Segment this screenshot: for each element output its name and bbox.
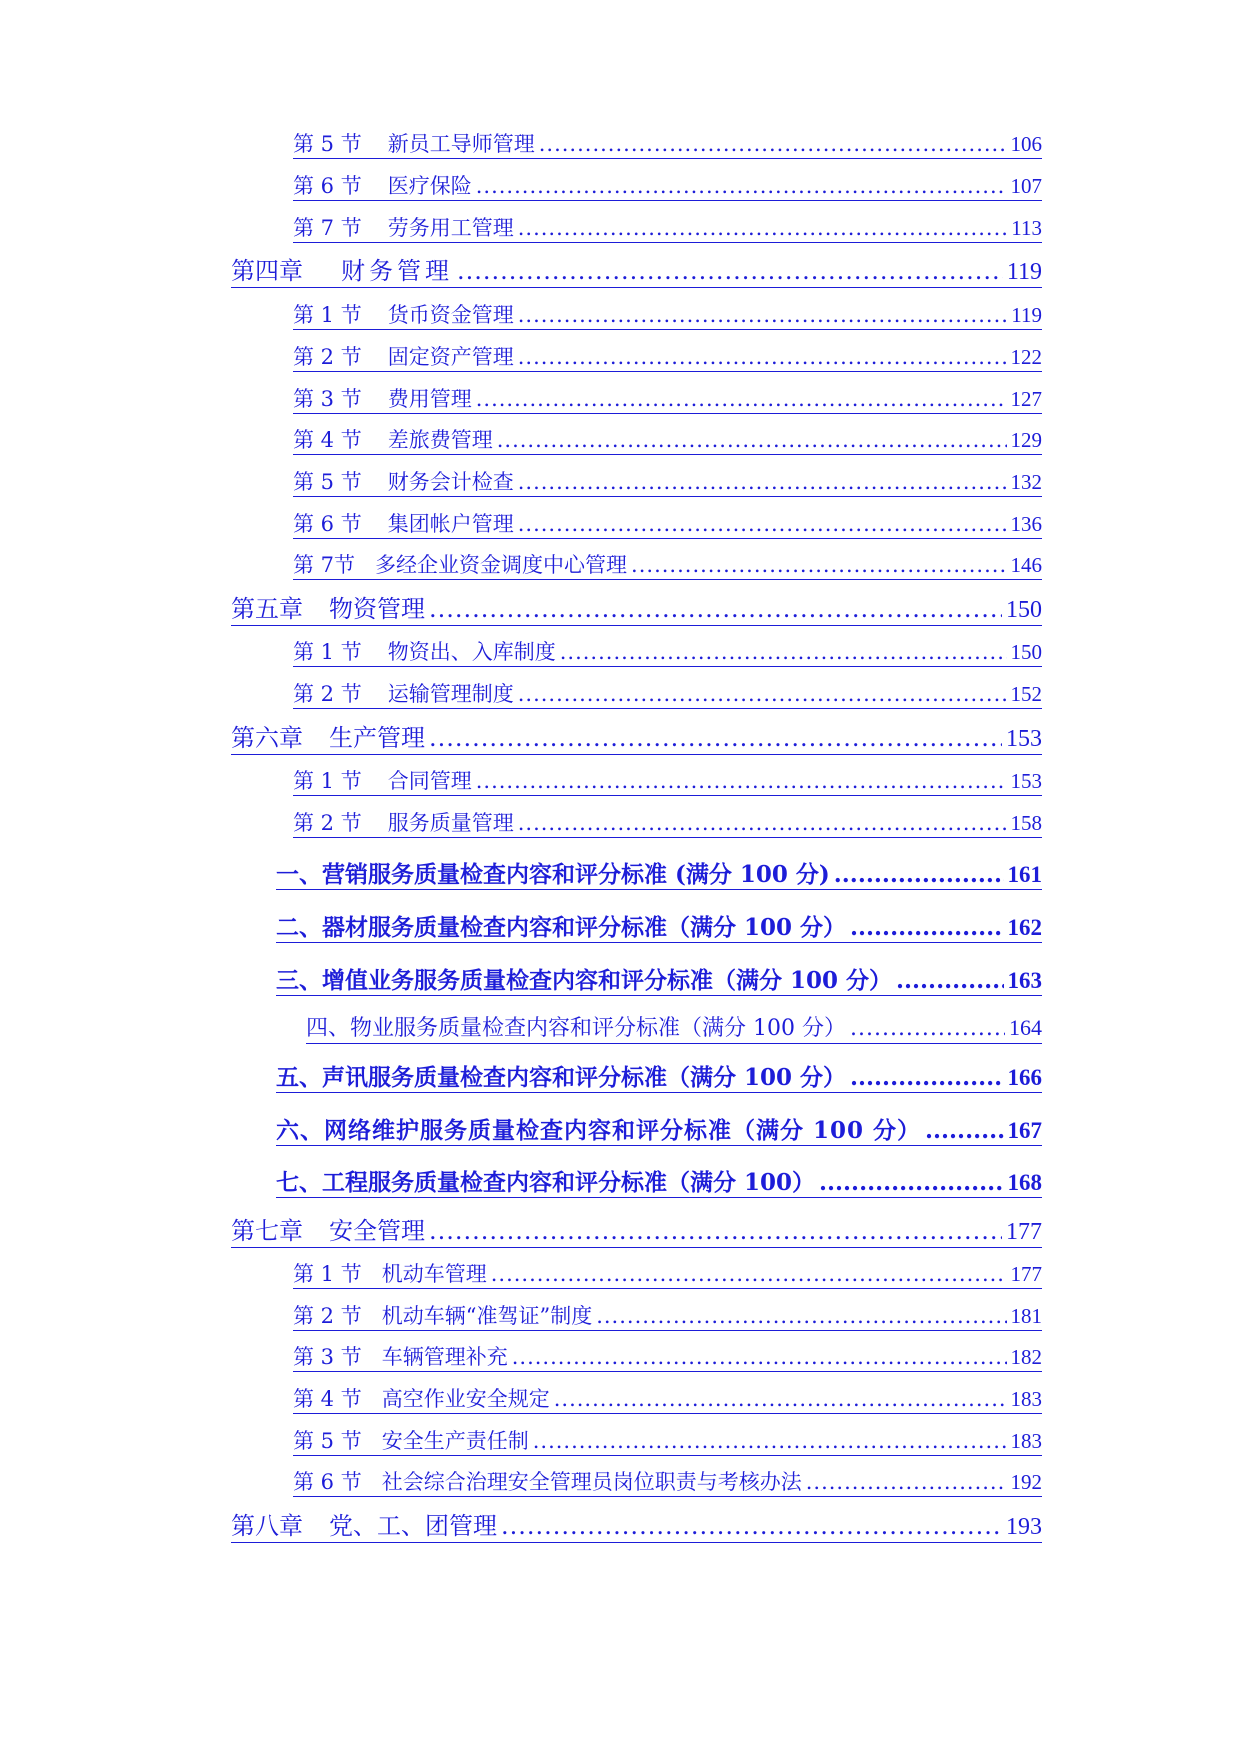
toc-entry-number: 第 4 节 xyxy=(293,428,362,452)
toc-entry-section[interactable] xyxy=(293,514,1042,539)
toc-entry-title: 生产管理 xyxy=(329,724,425,752)
toc-entry-page: 106 xyxy=(1010,132,1042,156)
toc-entry-subsection[interactable] xyxy=(276,1119,1042,1146)
toc-entry-page: 113 xyxy=(1011,216,1042,240)
toc-dot-leader xyxy=(512,1347,1007,1368)
toc-entry-title: 三、增值业务服务质量检查内容和评分标准（满分 100 分） xyxy=(276,967,893,994)
toc-entry-title: 物资管理 xyxy=(329,595,425,623)
toc-entry-number: 第 6 节 xyxy=(293,1470,362,1494)
toc-entry-page: 177 xyxy=(1006,1219,1042,1245)
toc-dot-leader xyxy=(476,389,1007,410)
toc-dot-leader xyxy=(631,555,1006,576)
toc-entry-section[interactable] xyxy=(293,813,1042,838)
toc-entry-number: 第 2 节 xyxy=(293,345,362,369)
toc-entry-section[interactable] xyxy=(293,472,1042,497)
toc-entry-section[interactable] xyxy=(293,1472,1042,1497)
toc-entry-title: 合同管理 xyxy=(387,769,472,793)
toc-entry-title: 一、营销服务质量检查内容和评分标准 (满分 100 分) xyxy=(276,861,830,888)
toc-entry-section[interactable] xyxy=(293,176,1042,201)
toc-dot-leader xyxy=(518,347,1007,368)
toc-dot-leader xyxy=(429,726,1002,750)
toc-entry-page: 107 xyxy=(1010,174,1042,198)
toc-entry-page: 153 xyxy=(1006,726,1042,752)
toc-entry-section[interactable] xyxy=(293,642,1042,667)
toc-dot-leader xyxy=(850,916,1003,939)
toc-entry-title: 车辆管理补充 xyxy=(381,1345,508,1369)
toc-dot-leader xyxy=(850,1066,1003,1089)
toc-entry-page: 150 xyxy=(1006,597,1042,623)
toc-entry-number: 第 7 节 xyxy=(293,216,362,240)
toc-entry-subsection[interactable] xyxy=(276,969,1042,996)
toc-entry-number: 第 6 节 xyxy=(293,512,362,536)
toc-entry-number: 第 5 节 xyxy=(293,1429,362,1453)
toc-entry-page: 136 xyxy=(1010,512,1042,536)
toc-entry-page: 168 xyxy=(1007,1170,1042,1195)
toc-entry-number: 第 5 节 xyxy=(293,132,362,156)
toc-entry-title: 财务管理 xyxy=(341,257,453,285)
toc-entry-title: 安全管理 xyxy=(329,1217,425,1245)
toc-entry-number: 第 6 节 xyxy=(293,174,362,198)
toc-dot-leader xyxy=(518,514,1007,535)
toc-entry-number: 第六章 xyxy=(231,724,303,752)
toc-entry-section[interactable] xyxy=(293,1306,1042,1331)
toc-entry-title: 费用管理 xyxy=(387,387,472,411)
toc-entry-number: 第 3 节 xyxy=(293,1345,362,1369)
toc-entry-number: 第 1 节 xyxy=(293,303,362,327)
toc-entry-section[interactable] xyxy=(293,430,1042,455)
toc-entry-number: 第 3 节 xyxy=(293,387,362,411)
toc-entry-page: 119 xyxy=(1006,259,1042,285)
toc-entry-title: 高空作业安全规定 xyxy=(381,1387,550,1411)
toc-entry-title: 运输管理制度 xyxy=(387,682,514,706)
toc-entry-section[interactable] xyxy=(293,555,1042,580)
toc-entry-title: 社会综合治理安全管理员岗位职责与考核办法 xyxy=(381,1470,802,1494)
toc-entry-page: 183 xyxy=(1010,1429,1042,1453)
toc-entry-page: 127 xyxy=(1010,387,1042,411)
toc-entry-title: 二、器材服务质量检查内容和评分标准（满分 100 分） xyxy=(276,914,847,941)
toc-entry-title: 差旅费管理 xyxy=(387,428,493,452)
toc-dot-leader xyxy=(806,1472,1007,1493)
toc-entry-chapter[interactable] xyxy=(231,1514,1042,1543)
toc-dot-leader xyxy=(476,771,1007,792)
toc-entry-title: 五、声讯服务质量检查内容和评分标准（满分 100 分） xyxy=(276,1064,847,1091)
toc-entry-title: 物资出、入库制度 xyxy=(387,640,556,664)
toc-entry-page: 158 xyxy=(1010,811,1042,835)
toc-entry-title: 财务会计检查 xyxy=(387,470,514,494)
toc-entry-title: 新员工导师管理 xyxy=(387,132,535,156)
toc-dot-leader xyxy=(429,597,1002,621)
toc-entry-title: 党、工、团管理 xyxy=(329,1512,497,1540)
toc-entry-number: 第 1 节 xyxy=(293,640,362,664)
toc-dot-leader xyxy=(819,1171,1003,1194)
toc-dot-leader xyxy=(491,1264,1007,1285)
toc-entry-section[interactable] xyxy=(293,389,1042,414)
toc-entry-number: 第 2 节 xyxy=(293,1304,362,1328)
toc-entry-page: 152 xyxy=(1010,682,1042,706)
toc-entry-number: 第 2 节 xyxy=(293,811,362,835)
toc-entry-number: 第 5 节 xyxy=(293,470,362,494)
toc-entry-page: 129 xyxy=(1010,428,1042,452)
toc-entry-page: 193 xyxy=(1006,1514,1042,1540)
toc-entry-section[interactable] xyxy=(293,134,1042,159)
toc-entry-page: 164 xyxy=(1009,1015,1042,1040)
toc-dot-leader xyxy=(539,134,1007,155)
toc-entry-page: 182 xyxy=(1010,1345,1042,1369)
toc-dot-leader xyxy=(501,1514,1002,1538)
toc-entry-title: 机动车辆“准驾证”制度 xyxy=(381,1304,593,1328)
toc-entry-page: 177 xyxy=(1010,1262,1042,1286)
toc-entry-section[interactable] xyxy=(293,1431,1042,1456)
toc-entry-title: 六、网络维护服务质量检查内容和评分标准（满分 100 分） xyxy=(276,1117,922,1144)
toc-entry-chapter[interactable] xyxy=(231,726,1042,755)
toc-dot-leader xyxy=(497,430,1007,451)
toc-dot-leader xyxy=(457,259,1003,283)
toc-entry-page: 166 xyxy=(1007,1065,1042,1090)
toc-entry-number: 第 4 节 xyxy=(293,1387,362,1411)
toc-entry-number: 第四章 xyxy=(231,257,303,285)
toc-entry-section[interactable] xyxy=(293,347,1042,372)
toc-entry-number: 第五章 xyxy=(231,595,303,623)
toc-entry-page: 163 xyxy=(1007,968,1042,993)
toc-entry-chapter[interactable] xyxy=(231,597,1042,626)
toc-entry-title: 劳务用工管理 xyxy=(387,216,514,240)
toc-entry-section[interactable] xyxy=(293,1264,1042,1289)
toc-entry-number: 第七章 xyxy=(231,1217,303,1245)
toc-entry-title: 七、工程服务质量检查内容和评分标准（满分 100） xyxy=(276,1169,816,1196)
toc-entry-chapter[interactable] xyxy=(231,1219,1042,1248)
toc-entry-number: 第八章 xyxy=(231,1512,303,1540)
toc-entry-subsection[interactable] xyxy=(276,1066,1042,1093)
toc-entry-title: 安全生产责任制 xyxy=(381,1429,529,1453)
toc-entry-section[interactable] xyxy=(293,218,1042,243)
toc-entry-page: 161 xyxy=(1007,862,1042,887)
toc-entry-page: 183 xyxy=(1010,1387,1042,1411)
toc-entry-page: 146 xyxy=(1010,553,1042,577)
toc-entry-number: 第 1 节 xyxy=(293,769,362,793)
toc-entry-section[interactable] xyxy=(293,1389,1042,1414)
toc-entry-subsection[interactable] xyxy=(276,863,1042,890)
toc-dot-leader xyxy=(596,1306,1006,1327)
toc-entry-chapter[interactable] xyxy=(231,259,1042,288)
toc-entry-subsection[interactable] xyxy=(276,1171,1042,1198)
toc-entry-section[interactable] xyxy=(293,684,1042,709)
toc-dot-leader xyxy=(518,472,1007,493)
toc-dot-leader xyxy=(554,1389,1007,1410)
toc-entry-page: 122 xyxy=(1010,345,1042,369)
toc-entry-title: 集团帐户管理 xyxy=(387,512,514,536)
toc-entry-title: 固定资产管理 xyxy=(387,345,514,369)
toc-entry-page: 167 xyxy=(1007,1118,1042,1143)
toc-entry-section[interactable] xyxy=(293,1347,1042,1372)
toc-dot-leader xyxy=(518,218,1008,239)
toc-entry-page: 153 xyxy=(1010,769,1042,793)
toc-entry-title: 货币资金管理 xyxy=(387,303,514,327)
toc-entry-page: 192 xyxy=(1010,1470,1042,1494)
toc-dot-leader xyxy=(834,863,1004,886)
toc-dot-leader xyxy=(850,1018,1005,1040)
toc-entry-section[interactable] xyxy=(293,771,1042,796)
toc-entry-number: 第 1 节 xyxy=(293,1262,362,1286)
toc-entry-title: 医疗保险 xyxy=(387,174,472,198)
toc-entry-page: 162 xyxy=(1007,915,1042,940)
toc-dot-leader xyxy=(896,969,1003,992)
toc-dot-leader xyxy=(518,813,1007,834)
toc-entry-title: 服务质量管理 xyxy=(387,811,514,835)
toc-dot-leader xyxy=(533,1431,1007,1452)
toc-dot-leader xyxy=(560,642,1007,663)
toc-dot-leader xyxy=(476,176,1007,197)
toc-entry-number: 第 7节 xyxy=(293,553,356,577)
toc-entry-page: 132 xyxy=(1010,470,1042,494)
toc-entry-title: 多经企业资金调度中心管理 xyxy=(375,553,628,577)
toc-entry-page: 181 xyxy=(1010,1304,1042,1328)
toc-entry-page: 119 xyxy=(1011,303,1042,327)
toc-entry-subsection[interactable] xyxy=(276,916,1042,943)
toc-dot-leader xyxy=(429,1219,1002,1243)
toc-entry-title: 四、物业服务质量检查内容和评分标准（满分 100 分） xyxy=(306,1016,846,1041)
toc-entry-subsection[interactable] xyxy=(306,1017,1042,1044)
toc-dot-leader xyxy=(518,684,1007,705)
toc-dot-leader xyxy=(518,305,1008,326)
toc-dot-leader xyxy=(925,1119,1003,1142)
toc-entry-title: 机动车管理 xyxy=(381,1262,487,1286)
toc-entry-section[interactable] xyxy=(293,305,1042,330)
toc-entry-number: 第 2 节 xyxy=(293,682,362,706)
toc-entry-page: 150 xyxy=(1010,640,1042,664)
